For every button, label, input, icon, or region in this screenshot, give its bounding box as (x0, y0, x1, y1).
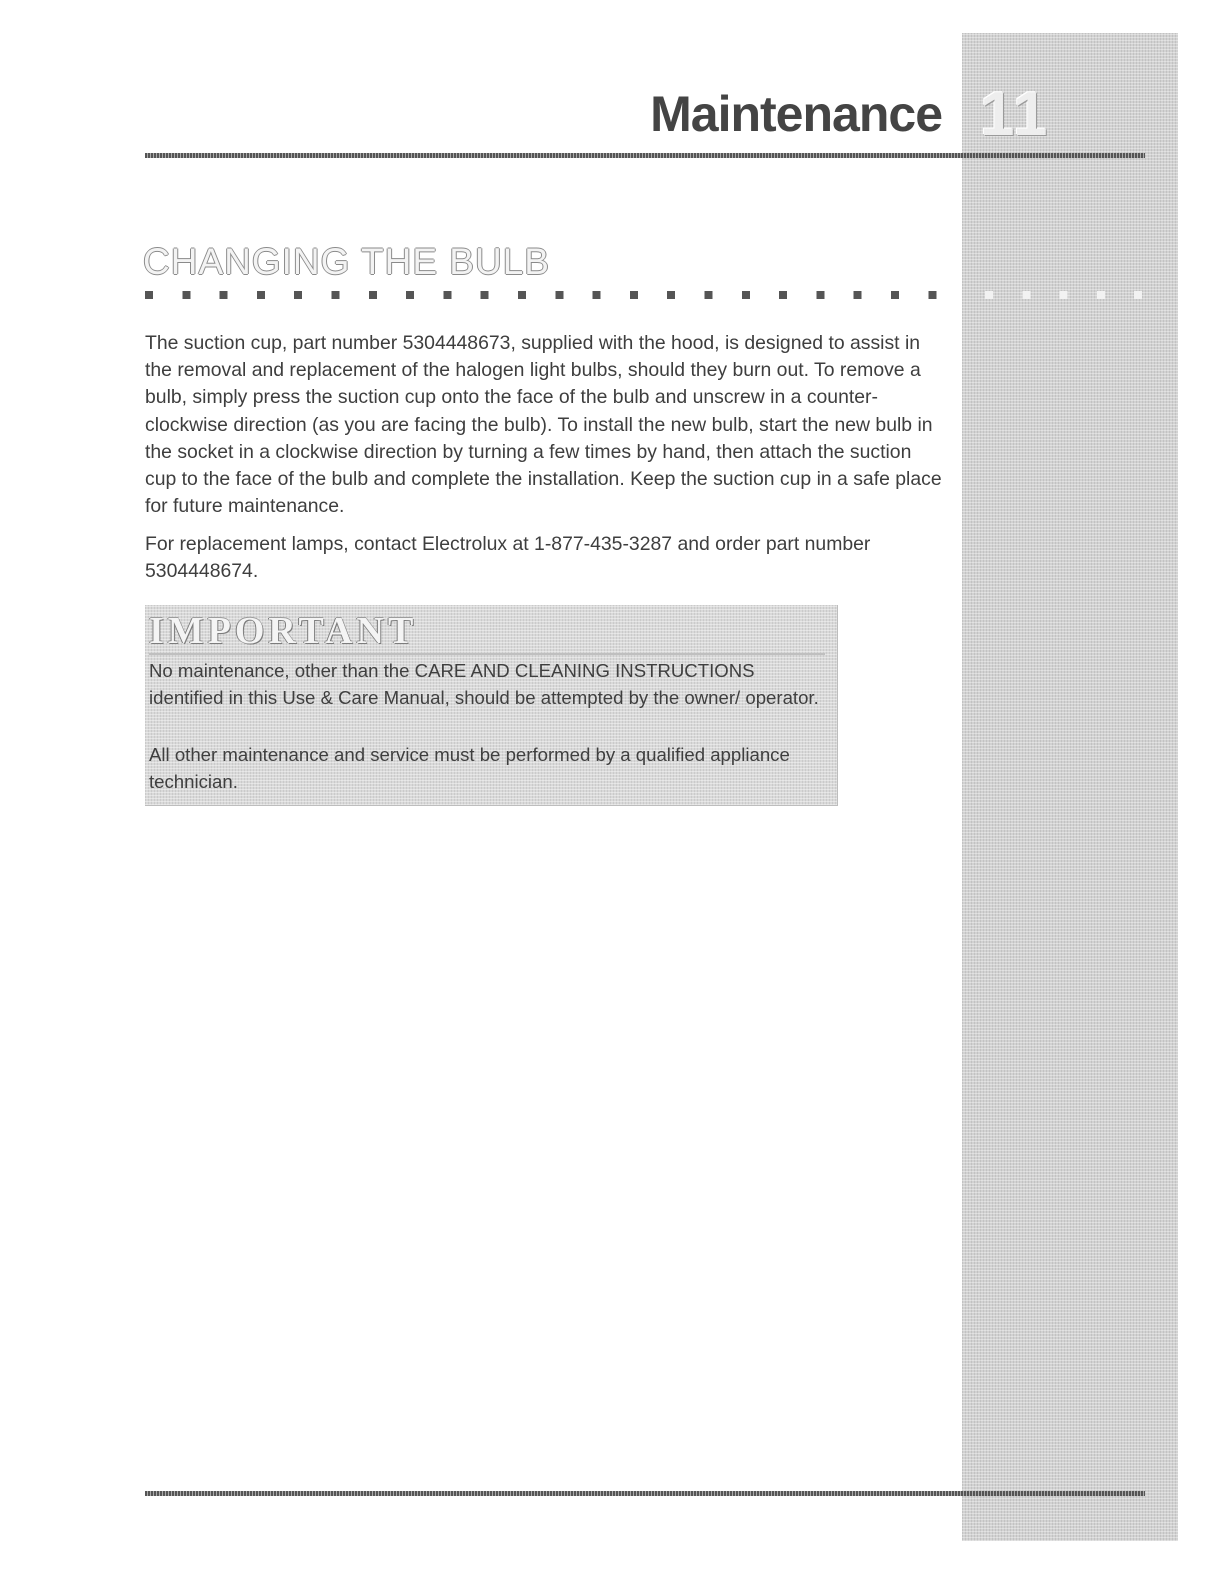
body-paragraph-replacement-lamps: For replacement lamps, contact Electrolux at 1-877-435-3287 and order part number 5304448674. (145, 533, 871, 583)
section-dot-divider-tab (985, 291, 1145, 299)
important-divider (149, 653, 825, 655)
chapter-title: Maintenance (650, 86, 942, 142)
header-rule (145, 153, 1145, 158)
important-heading: IMPORTANT (149, 610, 418, 652)
footer-rule (145, 1491, 1145, 1496)
important-notice-box (145, 605, 838, 806)
important-paragraph-owner-maintenance: No maintenance, other than the CARE AND CLEANING INSTRUCTIONS identified in this Use & Care Manual, should be attempted by the owner/ operator. (149, 660, 819, 708)
important-paragraph-qualified-technician: All other maintenance and service must be performed by a qualified appliance technician. (149, 744, 790, 792)
side-tab-band (962, 33, 1178, 1541)
body-paragraph-suction-cup: The suction cup, part number 5304448673, supplied with the hood, is designed to assist in the removal and replacement of the halogen light bulbs, should they burn out. To remove a bulb, simply press the suction cup onto the face of the bulb and unscrew in a counter-clockwise direction (as you are facing the bulb). To install the new bulb, start the new bulb in the socket in a clockwise direction by turning a few times by hand, then attach the suction cup to the face of the bulb and complete the installation. Keep the suction cup in a safe place for future maintenance. (145, 332, 942, 518)
section-title: CHANGING THE BULB (143, 241, 550, 282)
page-number: 11 (980, 80, 1050, 149)
